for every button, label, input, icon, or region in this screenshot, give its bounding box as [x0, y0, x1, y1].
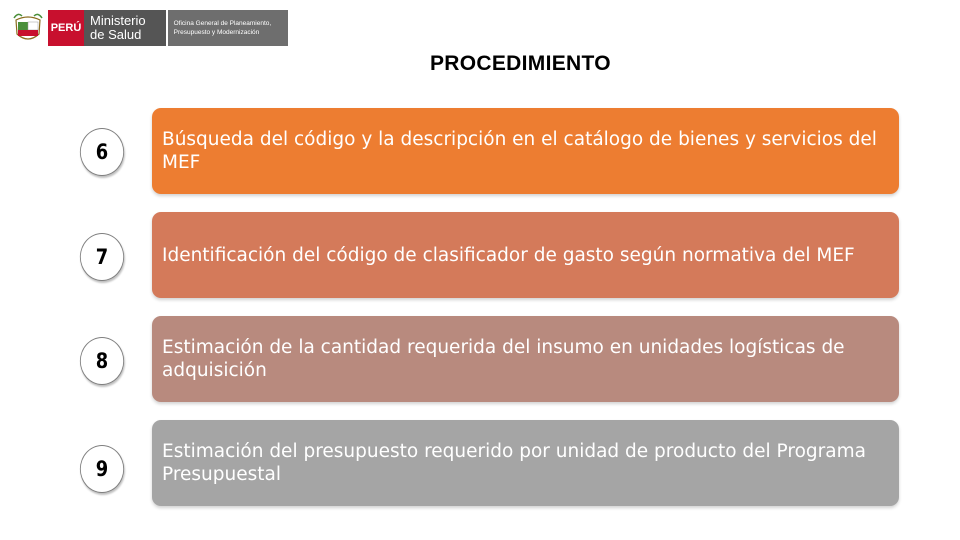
step-number-badge: 7 — [80, 233, 124, 281]
ministry-logo — [12, 10, 288, 46]
office-line-1: Oficina General de Planeamiento, — [173, 20, 272, 27]
page-title: PROCEDIMIENTO — [430, 52, 611, 75]
step-description-box: Búsqueda del código y la descripción en el catálogo de bienes y servicios del MEF — [152, 108, 899, 194]
step-number-badge: 8 — [80, 337, 124, 385]
office-name — [168, 10, 288, 46]
office-line-2: Presupuesto y Modernización — [173, 29, 260, 36]
step-description-box: Estimación del presupuesto requerido por unidad de producto del Programa Presupuestal — [152, 420, 899, 506]
national-shield-icon — [12, 10, 44, 46]
step-7 — [0, 212, 960, 300]
ministry-name — [84, 10, 166, 46]
step-number-badge: 9 — [80, 445, 124, 493]
step-description-box: Estimación de la cantidad requerida del insumo en unidades logísticas de adquisición — [152, 316, 899, 402]
step-6 — [0, 108, 960, 196]
ministry-line-2: de Salud — [90, 27, 142, 42]
step-9 — [0, 420, 960, 508]
country-badge: PERÚ — [48, 10, 84, 46]
step-number-badge: 6 — [80, 128, 124, 176]
step-description-box: Identificación del código de clasificador de gasto según normativa del MEF — [152, 212, 899, 298]
step-8 — [0, 316, 960, 404]
ministry-line-1: Ministerio — [90, 13, 146, 28]
